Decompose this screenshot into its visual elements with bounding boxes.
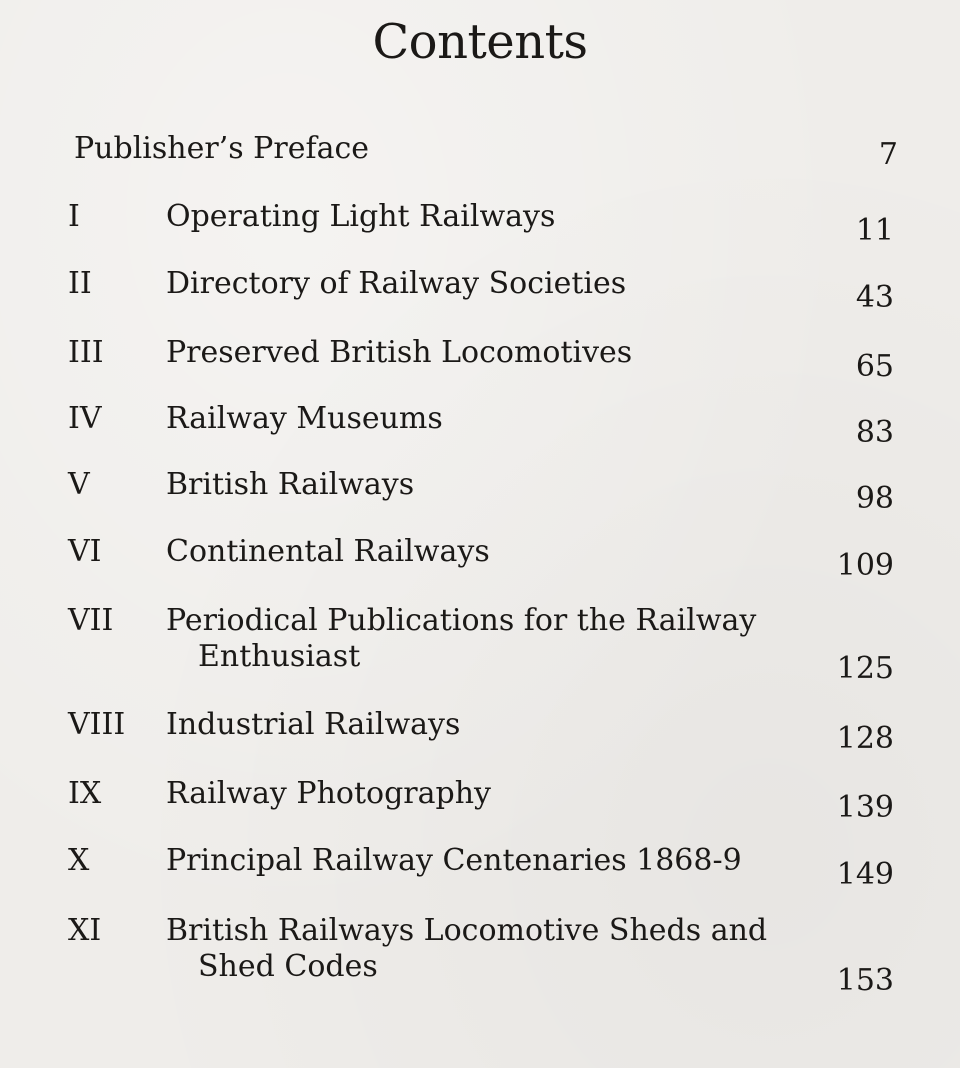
chapter-title: Preserved British Locomotives: [166, 335, 633, 370]
chapter-title: Periodical Publications for the Railway: [166, 603, 757, 638]
chapter-title: Railway Photography: [166, 776, 491, 811]
toc-page-number: 125: [836, 651, 894, 686]
chapter-title: Railway Museums: [166, 401, 443, 436]
chapter-number: II: [68, 266, 92, 301]
toc-page-number: 65: [855, 349, 894, 384]
toc-page-number: 149: [836, 857, 894, 892]
chapter-title-continued: Shed Codes: [198, 949, 378, 984]
chapter-number: I: [68, 199, 80, 234]
chapter-title: Operating Light Railways: [166, 199, 556, 234]
chapter-number: V: [68, 467, 90, 502]
chapter-number: VI: [68, 534, 102, 569]
toc-page-number: 139: [836, 790, 894, 825]
chapter-title: Directory of Railway Societies: [166, 266, 627, 301]
chapter-number: IV: [68, 401, 102, 436]
toc-page-number: 7: [878, 137, 898, 172]
chapter-title: Industrial Railways: [166, 707, 461, 742]
toc-page-number: 11: [855, 213, 894, 248]
toc-entry-label: Publisher’s Preface: [74, 131, 370, 166]
toc-page-number: 109: [836, 548, 894, 583]
toc-page-number: 98: [855, 481, 894, 516]
toc-page-number: 83: [855, 415, 894, 450]
chapter-title: British Railways: [166, 467, 415, 502]
chapter-number: X: [68, 843, 90, 878]
chapter-title: Continental Railways: [166, 534, 490, 569]
chapter-number: III: [68, 335, 104, 370]
chapter-number: IX: [68, 776, 102, 811]
toc-page-number: 153: [836, 963, 894, 998]
chapter-number: XI: [68, 913, 102, 948]
page-title: Contents: [372, 14, 588, 70]
chapter-number: VII: [68, 603, 114, 638]
chapter-number: VIII: [68, 707, 126, 742]
toc-page-number: 43: [855, 280, 894, 315]
chapter-title-continued: Enthusiast: [198, 639, 361, 674]
chapter-title: Principal Railway Centenaries 1868-9: [166, 843, 742, 878]
toc-page-number: 128: [836, 721, 894, 756]
chapter-title: British Railways Locomotive Sheds and: [166, 913, 768, 948]
